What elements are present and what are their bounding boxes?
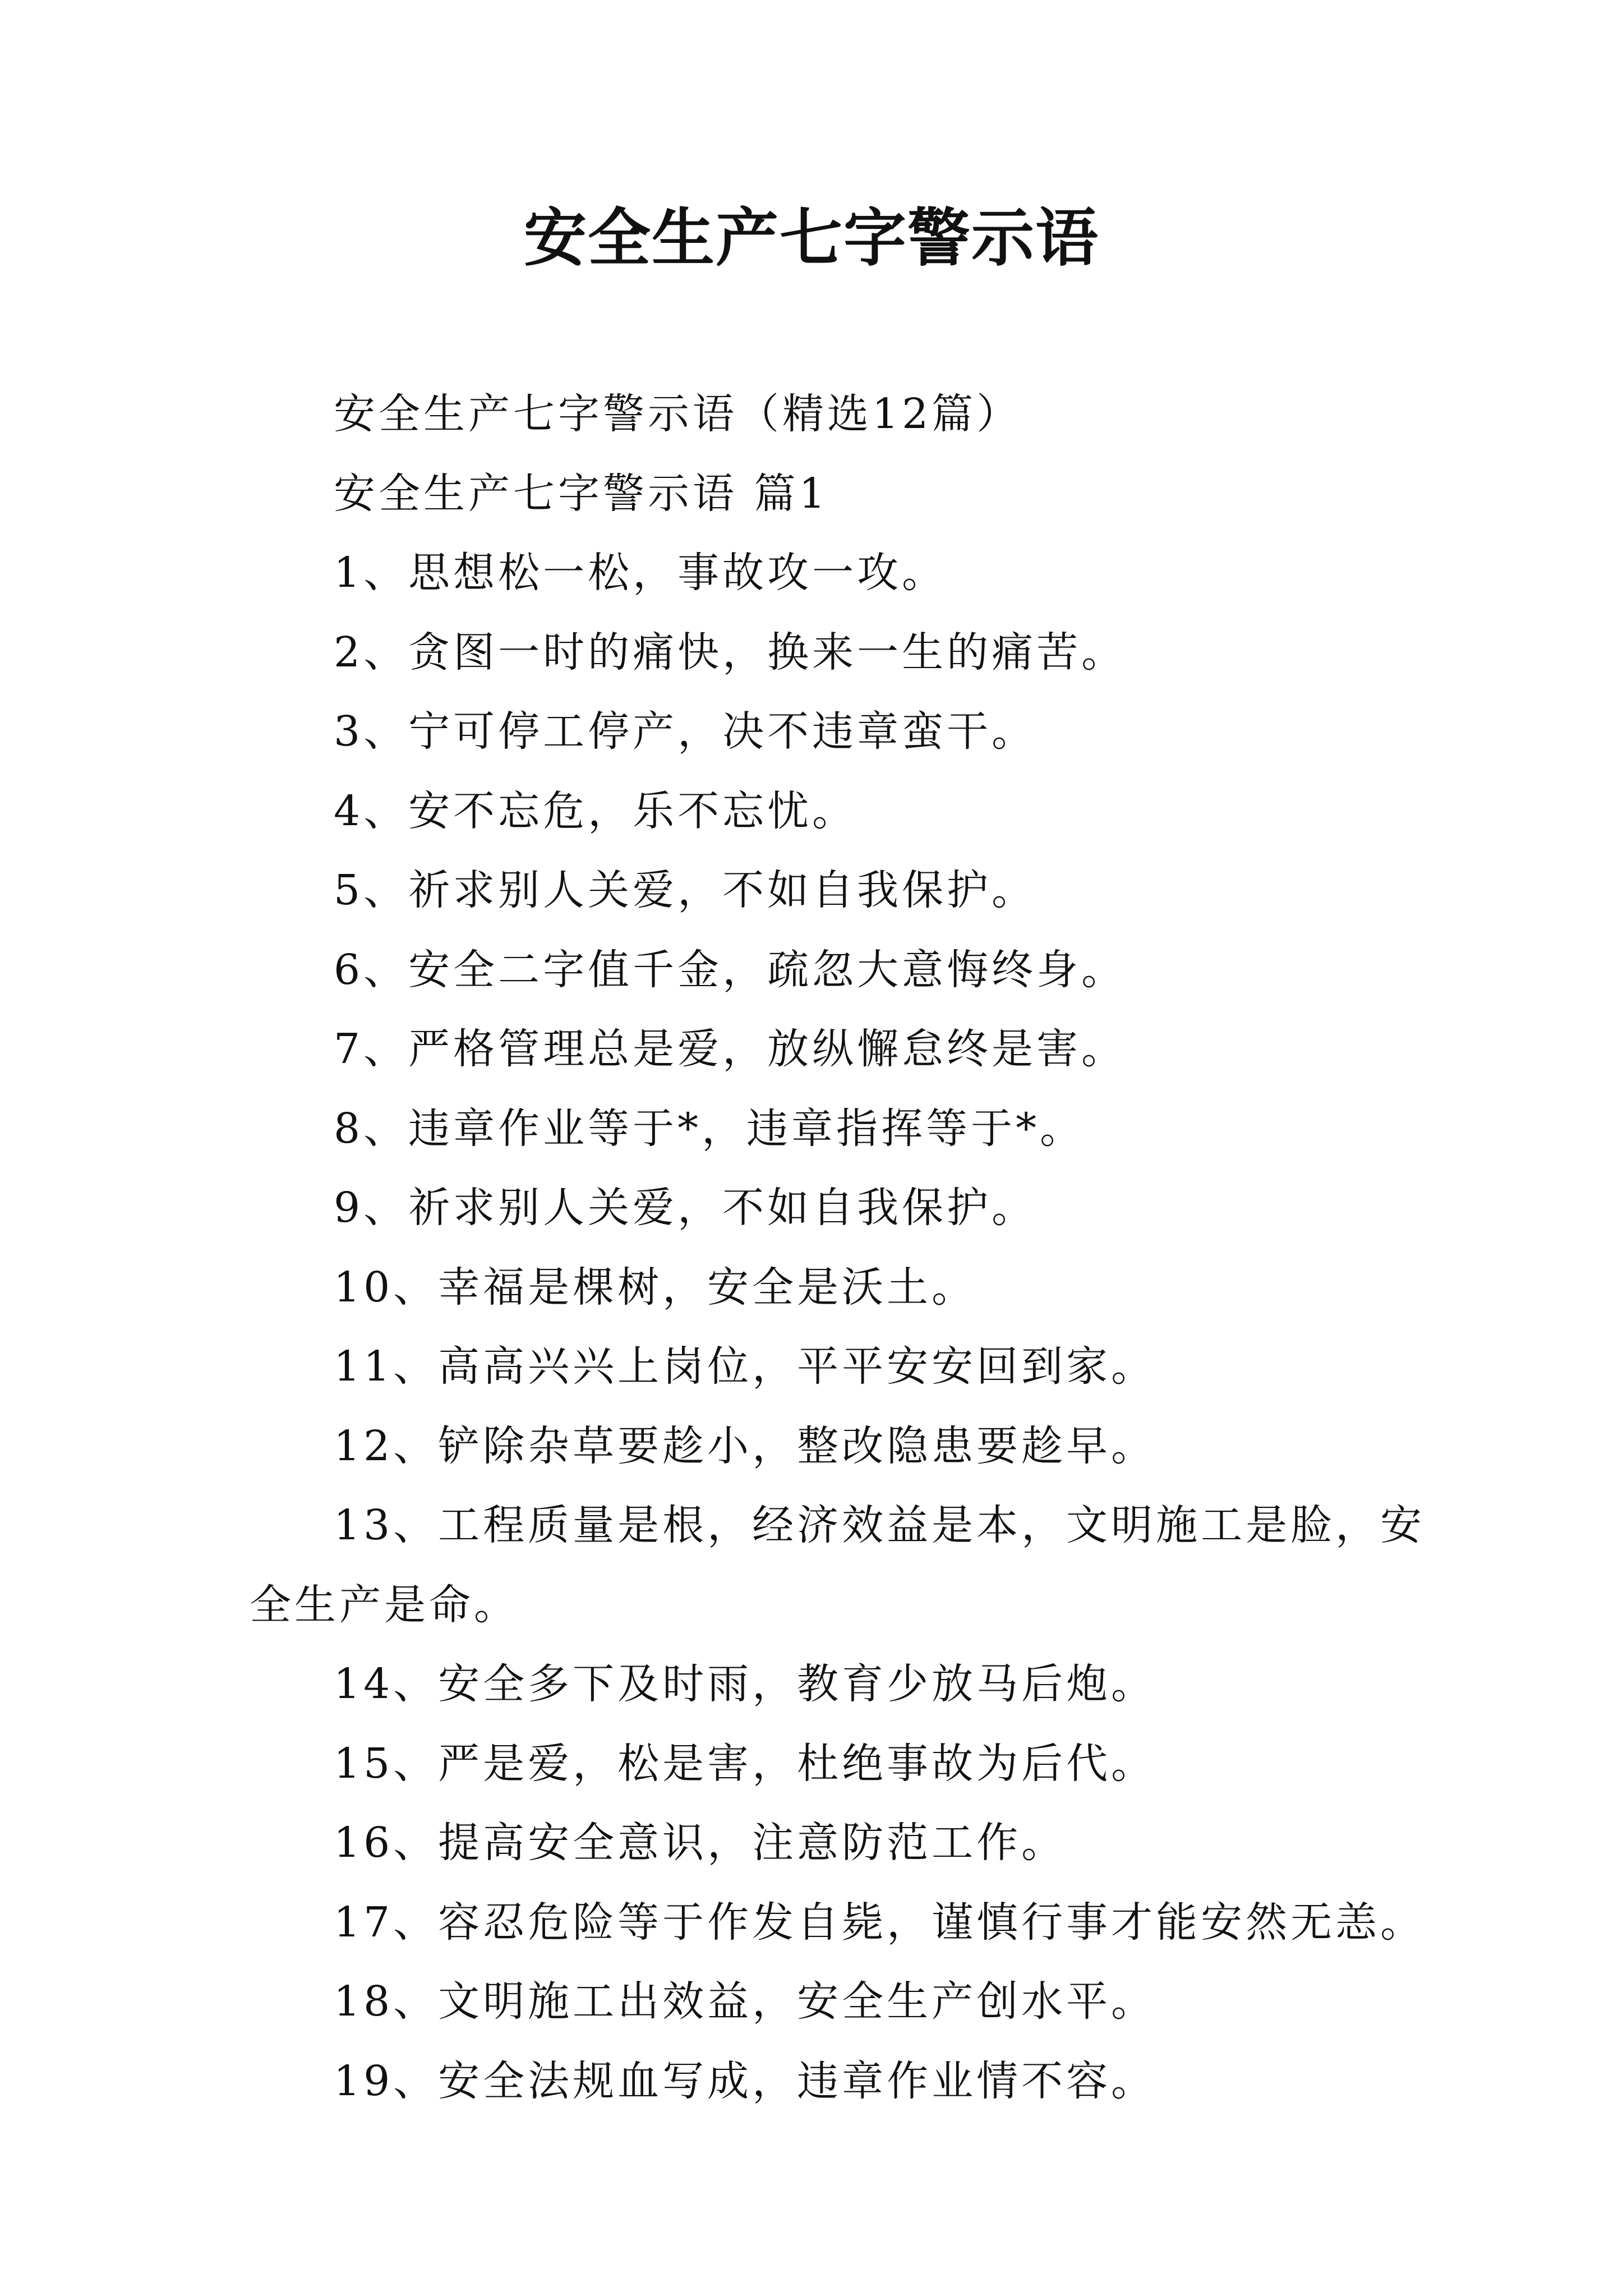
list-item: 11、高高兴兴上岗位，平平安安回到家。 — [334, 1342, 1156, 1391]
list-item: 2、贪图一时的痛快，换来一生的痛苦。 — [334, 628, 1127, 677]
document-title: 安全生产七字警示语 — [524, 201, 1099, 275]
list-item: 4、安不忘危，乐不忘忧。 — [334, 786, 857, 835]
list-item: 14、安全多下及时雨，教育少放马后炮。 — [334, 1660, 1156, 1708]
list-item: 12、铲除杂草要趁小，整改隐患要趁早。 — [334, 1421, 1156, 1470]
list-item: 1、思想松一松，事故攻一攻。 — [334, 549, 947, 597]
list-item: 15、严是爱，松是害，杜绝事故为后代。 — [334, 1739, 1156, 1788]
section-heading: 安全生产七字警示语 篇1 — [334, 469, 829, 518]
document-body — [250, 375, 1426, 2121]
list-item: 6、安全二字值千金，疏忽大意悔终身。 — [334, 945, 1127, 994]
document-subtitle: 安全生产七字警示语（精选12篇） — [334, 390, 1022, 438]
list-item: 3、宁可停工停产，决不违章蛮干。 — [334, 707, 1037, 756]
list-item-continuation: 全生产是命。 — [250, 1580, 519, 1629]
list-item: 5、祈求别人关爱，不如自我保护。 — [334, 866, 1037, 914]
list-item: 13、工程质量是根，经济效益是本，文明施工是脸，安 — [334, 1501, 1426, 1549]
list-item: 18、文明施工出效益，安全生产创水平。 — [334, 1977, 1156, 2026]
list-item: 19、安全法规血写成，违章作业情不容。 — [334, 2056, 1156, 2105]
list-item: 9、祈求别人关爱，不如自我保护。 — [334, 1184, 1037, 1232]
list-item: 16、提高安全意识，注意防范工作。 — [334, 1819, 1067, 1867]
list-item: 17、容忍危险等于作发自毙，谨慎行事才能安然无恙。 — [334, 1898, 1426, 1947]
list-item: 7、严格管理总是爱，放纵懈怠终是害。 — [334, 1025, 1127, 1073]
list-item: 8、违章作业等于*，违章指挥等于*。 — [334, 1104, 1085, 1153]
list-item: 10、幸福是棵树，安全是沃土。 — [334, 1263, 977, 1312]
